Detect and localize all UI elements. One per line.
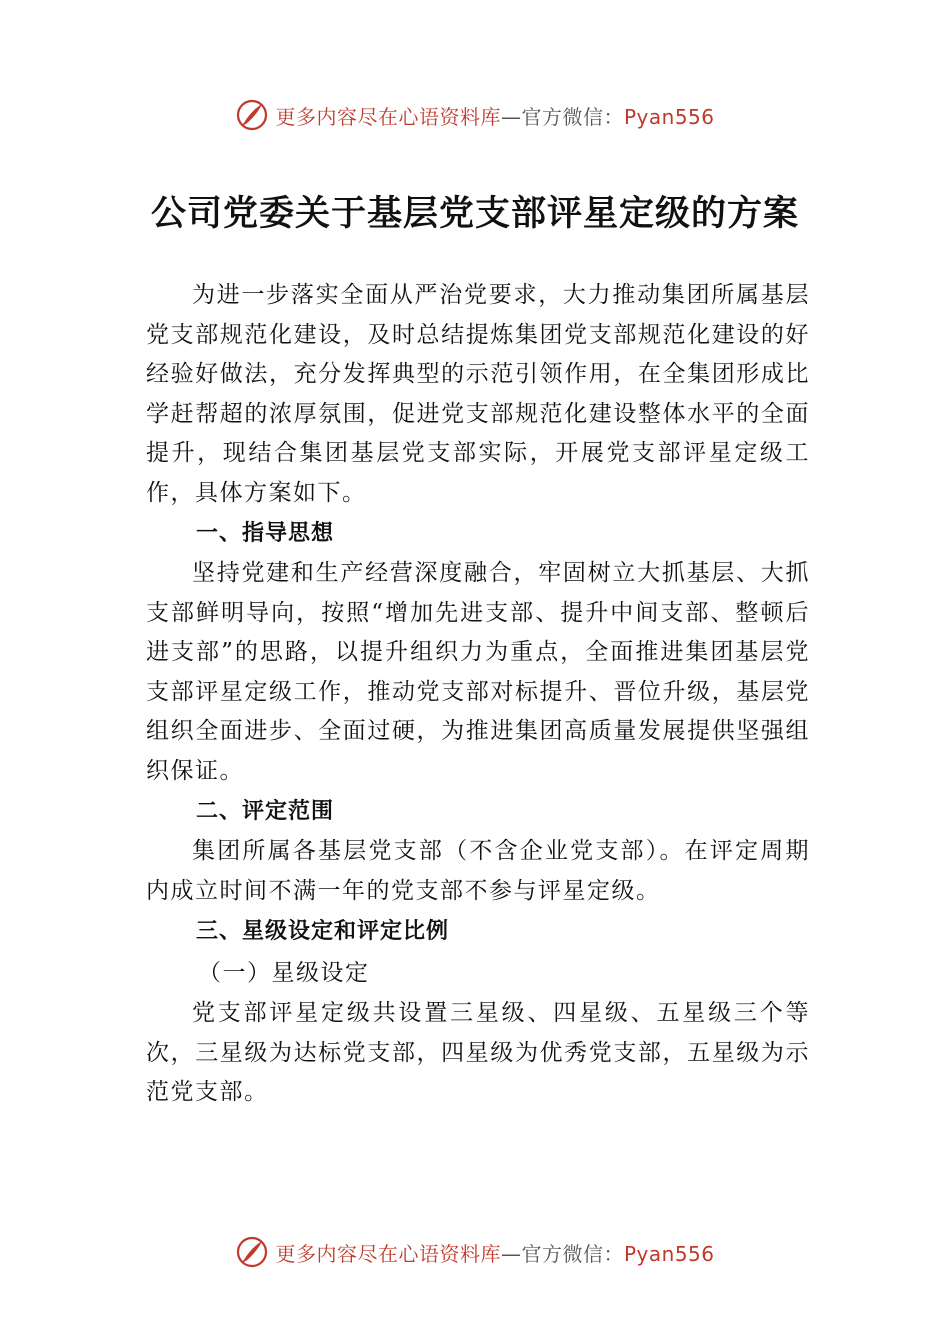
promo-text: 更多内容尽在心语资料库 xyxy=(275,1241,501,1266)
header-banner xyxy=(0,95,950,135)
promo-text: 更多内容尽在心语资料库 xyxy=(275,104,501,129)
section-heading-star-levels: 三、星级设定和评定比例 xyxy=(196,919,450,944)
banner-text xyxy=(275,1238,714,1267)
subsection-heading-star-setting: （一）星级设定 xyxy=(198,960,370,986)
wechat-label: —官方微信： xyxy=(500,104,624,129)
section-heading-guiding-ideology: 一、指导思想 xyxy=(196,521,335,546)
wechat-label: —官方微信： xyxy=(500,1241,624,1266)
subsection-body-star-setting: 党支部评星定级共设置三星级、四星级、五星级三个等次，三星级为达标党支部，四星级为优秀党支部，五星级为示范党支部。 xyxy=(146,1000,810,1105)
quill-seal-icon xyxy=(235,98,269,132)
section-body-scope: 集团所属各基层党支部（不含企业党支部）。在评定周期内成立时间不满一年的党支部不参与评星定级。 xyxy=(146,838,810,904)
document-body xyxy=(146,276,810,1113)
quill-seal-icon xyxy=(235,1235,269,1269)
wechat-account: Pyan556 xyxy=(623,104,715,129)
wechat-account: Pyan556 xyxy=(623,1241,715,1266)
intro-paragraph: 为进一步落实全面从严治党要求，大力推动集团所属基层党支部规范化建设，及时总结提炼集团党支部规范化建设的好经验好做法，充分发挥典型的示范引领作用，在全集团形成比学赶帮超的浓厚氛围，促进党支部规范化建设整体水平的全面提升，现结合集团基层党支部实际，开展党支部评星定级工作，具体方案如下。 xyxy=(146,282,810,506)
section-heading-scope: 二、评定范围 xyxy=(196,799,335,824)
banner-text xyxy=(275,101,714,130)
document-title: 公司党委关于基层党支部评星定级的方案 xyxy=(150,193,799,234)
section-body-guiding-ideology: 坚持党建和生产经营深度融合，牢固树立大抓基层、大抓支部鲜明导向，按照“增加先进支部、提升中间支部、整顿后进支部”的思路，以提升组织力为重点，全面推进集团基层党支部评星定级工作，推动党支部对标提升、晋位升级，基层党组织全面进步、全面过硬，为推进集团高质量发展提供坚强组织保证。 xyxy=(146,560,810,784)
footer-banner xyxy=(0,1232,950,1272)
